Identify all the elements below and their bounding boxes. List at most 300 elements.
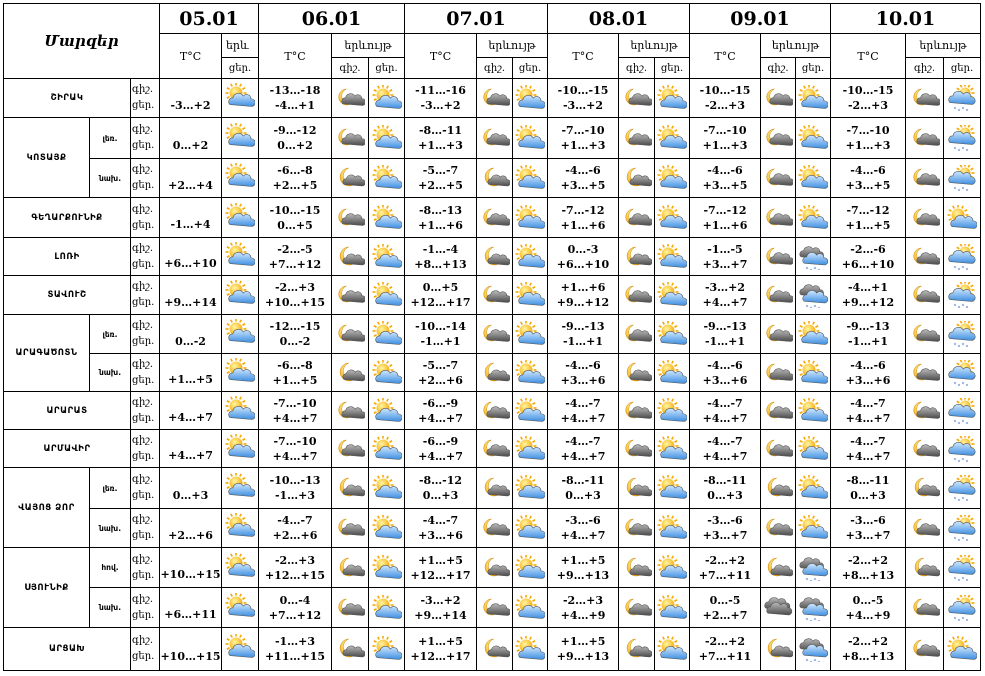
- day-subheader-text: ցեր.: [801, 62, 825, 74]
- weather-icon-cell: [795, 391, 831, 430]
- sun-cloud-icon: [225, 434, 255, 460]
- sun-cloud-icon: [515, 555, 545, 581]
- region-name: [3, 467, 90, 548]
- moon-icon: [480, 360, 510, 386]
- weather-icon-cell: [221, 467, 259, 509]
- day-temperature: +10…+15: [160, 649, 221, 663]
- sun-cloud-icon: [225, 163, 255, 189]
- sun-cloud-icon: [372, 475, 402, 501]
- temperature-cell: [830, 78, 906, 118]
- moon-cloud-icon: [910, 321, 940, 347]
- weather-icon-cell: [221, 627, 259, 671]
- sun-cloud-icon: [515, 515, 545, 541]
- moon-icon: [335, 475, 365, 501]
- temperature-cell: [547, 467, 619, 509]
- region-name-text: ՎԱՅՈՑ ՁՈՐ: [18, 502, 75, 513]
- temperature-cell: [547, 117, 619, 159]
- night-temperature: -4…-6: [850, 164, 886, 177]
- night-temperature: -7…-12: [703, 203, 747, 217]
- weather-icon-cell: [331, 353, 369, 392]
- day-temperature: +4…+7: [272, 411, 318, 425]
- temperature-cell: [404, 467, 477, 509]
- moon-cloud-icon: [622, 436, 652, 462]
- date-header-text: 10.01: [875, 7, 936, 30]
- day-temperature: +3…+6: [418, 529, 463, 542]
- subregion-name-text: նախ.: [98, 523, 122, 533]
- temperature-cell: [404, 237, 477, 276]
- weather-icon-cell: [943, 547, 981, 588]
- weather-icon-cell: [618, 508, 655, 548]
- temp-column-header: [404, 33, 477, 79]
- weather-icon-cell: [905, 78, 944, 118]
- night-label: գիշ.: [132, 281, 154, 292]
- weather-icon-cell: [618, 314, 655, 354]
- sun-cloud-snow-icon: [947, 515, 977, 541]
- day-temperature: +9…+13: [556, 568, 610, 582]
- sun-cloud-snow-icon: [947, 360, 977, 386]
- temp-column-header-text: T°C: [714, 49, 736, 63]
- weather-icon-cell: [512, 547, 548, 588]
- day-label: ցեր.: [132, 219, 155, 231]
- weather-icon-cell: [368, 78, 405, 118]
- night-temperature: -7…-12: [846, 203, 890, 217]
- weather-icon-cell: [795, 275, 831, 315]
- sun-cloud-icon: [798, 321, 828, 347]
- phenomenon-column-header: [331, 33, 405, 58]
- weather-icon-cell: [618, 117, 655, 159]
- time-of-day-labels: [130, 117, 160, 159]
- weather-icon-cell: [905, 391, 944, 430]
- weather-icon-cell: [368, 314, 405, 354]
- sun-cloud-icon: [515, 595, 545, 621]
- night-temperature: -9…-13: [561, 320, 605, 333]
- weather-icon-cell: [795, 314, 831, 354]
- day-label: ցեր.: [132, 140, 155, 151]
- sun-cloud-icon: [515, 398, 545, 424]
- day-label: ցեր.: [132, 180, 155, 191]
- weather-icon-cell: [654, 587, 690, 628]
- moon-cloud-icon: [335, 282, 365, 308]
- temperature-cell: [830, 158, 906, 198]
- day-temperature: +9…+14: [414, 608, 467, 622]
- weather-icon-cell: [795, 237, 831, 276]
- weather-icon-cell: [760, 547, 796, 588]
- weather-icon-cell: [943, 627, 981, 671]
- weather-icon-cell: [760, 587, 796, 628]
- moon-cloud-icon: [480, 436, 510, 462]
- day-temperature: +2…+5: [272, 179, 318, 192]
- temperature-cell: [830, 508, 906, 548]
- weather-icon-cell: [331, 197, 369, 238]
- sun-cloud-icon: [657, 515, 687, 541]
- sun-cloud-icon: [372, 205, 402, 231]
- night-temperature: -10…-15: [699, 84, 751, 97]
- weather-icon-cell: [618, 467, 655, 509]
- date-header: [159, 3, 259, 34]
- temperature-cell: [689, 353, 761, 392]
- sun-cloud-icon: [657, 555, 687, 581]
- weather-icon-cell: [476, 508, 513, 548]
- weather-icon-cell: [476, 314, 513, 354]
- day-label: ցեր.: [132, 336, 155, 347]
- phenomenon-column-header-text: երևույթ: [919, 39, 967, 52]
- weather-icon-cell: [368, 353, 405, 392]
- temperature-cell: [547, 237, 619, 276]
- sun-cloud-icon: [947, 636, 977, 662]
- weather-icon-cell: [654, 197, 690, 238]
- weather-icon-cell: [654, 627, 690, 671]
- weather-icon-cell: [368, 117, 405, 159]
- time-of-day-labels: [130, 158, 160, 198]
- weather-icon-cell: [760, 197, 796, 238]
- weather-icon-cell: [221, 353, 259, 392]
- date-header-text: 08.01: [588, 7, 649, 30]
- temperature-cell: [830, 429, 906, 468]
- temperature-cell: [404, 587, 477, 628]
- weather-icon-cell: [331, 314, 369, 354]
- night-subheader: [618, 57, 655, 79]
- temperature-cell: [547, 197, 619, 238]
- moon-cloud-icon: [480, 282, 510, 308]
- cloud-snow-icon: [798, 595, 828, 621]
- temperature-cell: [689, 547, 761, 588]
- night-temperature: -6…-9: [422, 434, 459, 448]
- moon-cloud-icon: [910, 165, 940, 191]
- weather-icon-cell: [654, 117, 690, 159]
- sun-cloud-icon: [798, 125, 828, 151]
- weather-icon-cell: [476, 197, 513, 238]
- weather-icon-cell: [654, 547, 690, 588]
- weather-icon-cell: [618, 391, 655, 430]
- temperature-cell: [159, 547, 222, 588]
- sun-cloud-icon: [225, 358, 255, 384]
- weather-icon-cell: [368, 275, 405, 315]
- temperature-cell: [689, 429, 761, 468]
- sun-cloud-snow-icon: [947, 282, 977, 308]
- moon-icon: [480, 636, 510, 662]
- day-label: ցեր.: [132, 490, 155, 501]
- temperature-cell: [547, 547, 619, 588]
- night-temperature: +1…+5: [418, 553, 463, 567]
- temperature-cell: [159, 467, 222, 509]
- night-temperature: -7…-10: [273, 396, 317, 410]
- day-temperature: +8…+13: [841, 650, 895, 663]
- weather-icon-cell: [476, 627, 513, 671]
- night-temperature: 0…-5: [709, 593, 741, 607]
- night-temperature: 0…-3: [567, 242, 599, 256]
- weather-icon-cell: [943, 587, 981, 628]
- weather-icon-cell: [512, 353, 548, 392]
- time-of-day-labels: [130, 467, 160, 509]
- moon-cloud-icon: [622, 125, 652, 151]
- moon-icon: [335, 360, 365, 386]
- sun-cloud-snow-icon: [947, 595, 977, 621]
- weather-icon-cell: [331, 627, 369, 671]
- night-label: գիշ.: [132, 164, 154, 175]
- weather-icon-cell: [905, 627, 944, 671]
- sun-cloud-icon: [225, 280, 255, 306]
- moon-cloud-icon: [763, 360, 793, 386]
- day-subheader: [221, 57, 259, 79]
- temperature-cell: [547, 429, 619, 468]
- weather-icon-cell: [368, 391, 405, 430]
- temperature-cell: [404, 391, 477, 430]
- temperature-cell: [258, 547, 332, 588]
- temperature-cell: [689, 587, 761, 628]
- night-temperature: -11…-16: [415, 84, 466, 97]
- sun-cloud-icon: [515, 244, 545, 270]
- weather-icon-cell: [368, 237, 405, 276]
- sun-cloud-icon: [657, 360, 687, 386]
- day-temperature: +4…+7: [702, 411, 748, 425]
- night-label: գիշ.: [132, 124, 154, 135]
- weather-icon-cell: [943, 78, 981, 118]
- day-temperature: +4…+7: [845, 411, 891, 425]
- temperature-cell: [258, 508, 332, 548]
- day-subheader: [368, 57, 405, 79]
- sun-cloud-icon: [372, 244, 402, 270]
- day-temperature: 0…+5: [277, 218, 313, 232]
- moon-icon: [335, 636, 365, 662]
- moon-icon: [910, 555, 940, 581]
- sun-cloud-snow-icon: [947, 475, 977, 501]
- temperature-cell: [258, 353, 332, 392]
- night-temperature: -4…-7: [422, 514, 459, 527]
- temperature-cell: [258, 627, 332, 671]
- night-temperature: -4…-6: [565, 164, 601, 177]
- time-of-day-labels: [130, 237, 160, 276]
- temperature-cell: [404, 627, 477, 671]
- sun-cloud-icon: [225, 553, 255, 579]
- temp-column-header: [258, 33, 332, 79]
- night-temperature: +1…+5: [418, 635, 463, 648]
- temp-column-header-text: T°C: [429, 49, 452, 63]
- moon-icon: [763, 636, 793, 662]
- weather-icon-cell: [368, 467, 405, 509]
- moon-icon: [622, 360, 652, 386]
- day-temperature: +11…+15: [264, 650, 326, 663]
- night-temperature: -8…-13: [418, 203, 463, 217]
- weather-icon-cell: [795, 353, 831, 392]
- day-temperature: +12…+17: [410, 296, 471, 309]
- sun-cloud-icon: [372, 321, 402, 347]
- weather-icon-cell: [760, 275, 796, 315]
- temperature-cell: [159, 587, 222, 628]
- region-name-text: ՍՅՈՒՆԻՔ: [24, 582, 69, 593]
- weather-icon-cell: [618, 547, 655, 588]
- moon-cloud-icon: [335, 595, 365, 621]
- day-label: ցեր.: [132, 651, 155, 662]
- temperature-cell: [689, 78, 761, 118]
- night-temperature: -4…-7: [707, 434, 743, 448]
- weather-icon-cell: [654, 158, 690, 198]
- day-temperature: +3…+6: [845, 373, 891, 387]
- temperature-cell: [258, 237, 332, 276]
- moon-icon: [480, 165, 510, 191]
- weather-icon-cell: [368, 197, 405, 238]
- subregion-name-text: նախ.: [98, 368, 122, 377]
- temperature-cell: [689, 508, 761, 548]
- weather-icon-cell: [221, 314, 259, 354]
- day-temperature: +8…+13: [841, 568, 895, 582]
- temperature-cell: [404, 158, 477, 198]
- subregion-name: [89, 508, 131, 548]
- weather-icon-cell: [512, 627, 548, 671]
- night-temperature: -4…-7: [850, 396, 886, 410]
- temperature-cell: [258, 467, 332, 509]
- moon-cloud-icon: [763, 515, 793, 541]
- sun-cloud-icon: [372, 398, 402, 424]
- weather-icon-cell: [618, 197, 655, 238]
- moon-cloud-icon: [335, 436, 365, 462]
- moon-icon: [480, 475, 510, 501]
- region-name: [3, 429, 131, 468]
- subregion-name-text: լեռ.: [102, 483, 118, 493]
- day-temperature: +9…+12: [841, 296, 895, 309]
- time-of-day-labels: [130, 627, 160, 671]
- weather-icon-cell: [368, 547, 405, 588]
- weather-icon-cell: [760, 78, 796, 118]
- day-temperature: +3…+7: [702, 529, 748, 542]
- day-temperature: +4…+7: [418, 411, 463, 425]
- temperature-cell: [404, 429, 477, 468]
- sun-cloud-icon: [225, 513, 255, 539]
- temperature-cell: [404, 117, 477, 159]
- night-temperature: -1…+3: [274, 635, 316, 648]
- sun-cloud-icon: [657, 636, 687, 662]
- day-temperature: -4…+1: [274, 99, 316, 112]
- night-temperature: -7…-10: [561, 124, 605, 137]
- moon-cloud-icon: [763, 205, 793, 231]
- sun-cloud-icon: [225, 634, 255, 660]
- day-temperature: -1…+1: [847, 335, 889, 348]
- night-temperature: -2…+3: [562, 593, 604, 607]
- night-subheader: [760, 57, 796, 79]
- moon-icon: [622, 244, 652, 270]
- day-temperature: +6…+10: [164, 257, 217, 270]
- region-name-text: ԳԵՂԱՐՔՈՒՆԻՔ: [31, 212, 103, 223]
- weather-icon-cell: [368, 158, 405, 198]
- sun-cloud-icon: [372, 515, 402, 541]
- moon-cloud-icon: [622, 205, 652, 231]
- weather-icon-cell: [905, 197, 944, 238]
- day-temperature: +1…+5: [272, 373, 318, 387]
- night-temperature: -3…-6: [565, 514, 601, 527]
- sun-cloud-icon: [372, 282, 402, 308]
- day-temperature: +12…+17: [410, 568, 471, 582]
- temperature-cell: [258, 314, 332, 354]
- night-temperature: -2…+2: [847, 635, 889, 648]
- weather-icon-cell: [331, 547, 369, 588]
- weather-icon-cell: [221, 391, 259, 430]
- moon-cloud-icon: [910, 205, 940, 231]
- sun-cloud-icon: [657, 282, 687, 308]
- temp-column-header-text: T°C: [857, 49, 879, 63]
- weather-icon-cell: [618, 237, 655, 276]
- subregion-name: [89, 547, 131, 588]
- weather-icon-cell: [512, 587, 548, 628]
- weather-icon-cell: [331, 158, 369, 198]
- region-name-text: ԱՐՑԱԽ: [48, 644, 86, 654]
- weather-icon-cell: [476, 429, 513, 468]
- night-temperature: -3…-6: [707, 514, 743, 527]
- temperature-cell: [547, 353, 619, 392]
- sun-cloud-icon: [657, 398, 687, 424]
- day-temperature: +1…+5: [168, 373, 213, 386]
- day-temperature: 0…-2: [175, 334, 206, 348]
- temperature-cell: [830, 275, 906, 315]
- night-temperature: -4…-6: [850, 358, 886, 372]
- weather-icon-cell: [512, 117, 548, 159]
- sun-cloud-snow-icon: [947, 555, 977, 581]
- sun-cloud-snow-icon: [947, 125, 977, 151]
- time-of-day-labels: [130, 275, 160, 315]
- sun-cloud-icon: [947, 205, 977, 231]
- region-name-text: ՇԻՐԱԿ: [50, 93, 84, 103]
- night-temperature: +1…+5: [560, 635, 606, 648]
- day-subheader: [654, 57, 690, 79]
- time-of-day-labels: [130, 197, 160, 238]
- temp-column-header: [689, 33, 761, 79]
- night-label: գիշ.: [132, 635, 154, 646]
- night-temperature: -2…+2: [847, 553, 889, 567]
- day-temperature: +3…+6: [560, 373, 606, 387]
- moon-cloud-icon: [910, 85, 940, 111]
- night-temperature: -6…-8: [277, 358, 313, 372]
- night-temperature: 0…-4: [279, 593, 311, 607]
- moon-cloud-icon: [910, 398, 940, 424]
- sun-cloud-icon: [798, 360, 828, 386]
- subregion-name: [89, 587, 131, 628]
- region-name-text: ԱՐՄԱՎԻՐ: [43, 443, 91, 454]
- night-temperature: -6…-9: [422, 396, 459, 410]
- day-temperature: +9…+13: [556, 650, 610, 663]
- day-temperature: 0…+3: [850, 489, 886, 502]
- night-temperature: -13…-18: [269, 84, 321, 97]
- sun-cloud-icon: [515, 636, 545, 662]
- time-of-day-labels: [130, 547, 160, 588]
- weather-icon-cell: [476, 547, 513, 588]
- sun-cloud-icon: [372, 360, 402, 386]
- day-subheader-text: ցեր.: [660, 62, 684, 74]
- sun-cloud-icon: [798, 165, 828, 191]
- temperature-cell: [689, 627, 761, 671]
- sun-cloud-icon: [372, 555, 402, 581]
- sun-cloud-icon: [798, 475, 828, 501]
- temperature-cell: [159, 117, 222, 159]
- weather-icon-cell: [221, 237, 259, 276]
- moon-cloud-icon: [910, 636, 940, 662]
- temp-column-header: [547, 33, 619, 79]
- sun-cloud-snow-icon: [947, 85, 977, 111]
- day-temperature: -1…+4: [170, 218, 211, 231]
- moon-cloud-icon: [622, 85, 652, 111]
- night-subheader-text: գիշ.: [913, 62, 936, 74]
- subregion-name: [89, 467, 131, 509]
- day-temperature: +6…+10: [841, 257, 895, 271]
- moon-icon: [763, 475, 793, 501]
- date-header: [404, 3, 548, 34]
- day-label: ցեր.: [132, 297, 155, 308]
- day-temperature: -3…+2: [562, 99, 604, 112]
- day-label: ցեր.: [132, 412, 155, 424]
- temperature-cell: [404, 197, 477, 238]
- weather-icon-cell: [760, 627, 796, 671]
- weather-icon-cell: [654, 314, 690, 354]
- sun-cloud-icon: [515, 205, 545, 231]
- sun-cloud-icon: [372, 436, 402, 462]
- moon-cloud-icon: [622, 282, 652, 308]
